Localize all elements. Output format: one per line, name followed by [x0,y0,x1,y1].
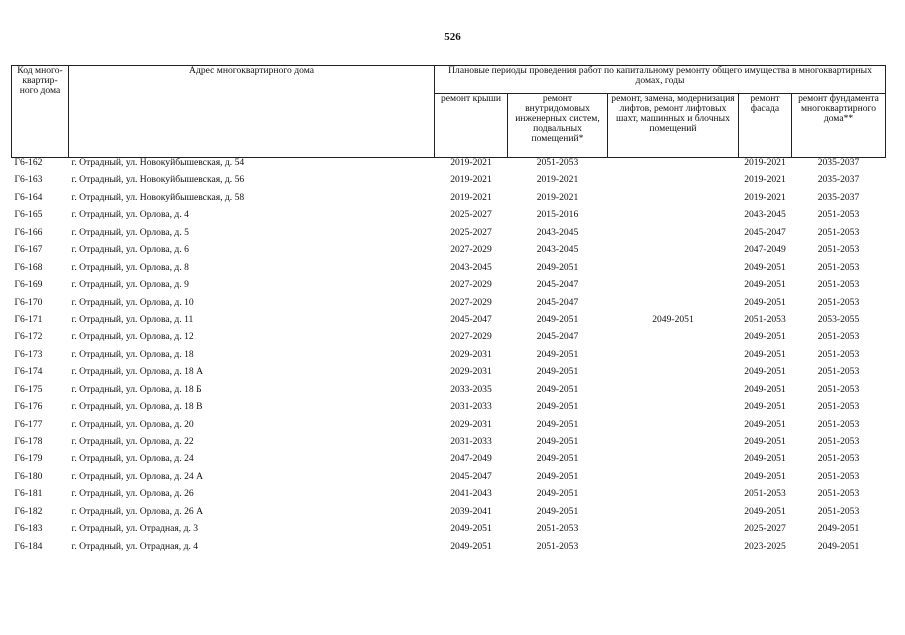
cell-roof: 2049-2051 [450,523,492,535]
cell-systems: 2049-2051 [536,348,579,360]
header-foundation: ремонт фундамента многоквартирного дома** [792,94,886,158]
cell-code: Г6-167 [14,244,43,256]
cell-systems: 2045-2047 [536,296,579,308]
cell-roof: 2031-2033 [450,436,492,447]
cell-foundation: 2051-2053 [817,209,860,221]
cell-roof: 2029-2031 [450,366,492,378]
cell-address: г. Отрадный, ул. Орлова, д. 26 [71,488,194,500]
cell-foundation: 2035-2037 [817,157,860,168]
cell-address: г. Отрадный, ул. Отрадная, д. 3 [71,523,199,535]
table-row [12,193,886,210]
cell-address: г. Отрадный, ул. Новокуйбышевская, д. 56 [71,174,245,186]
table-row [12,385,886,402]
table-row [12,472,886,489]
cell-roof: 2027-2029 [450,279,492,291]
cell-lifts [608,524,739,541]
cell-code: Г6-179 [14,453,43,465]
cell-roof: 2019-2021 [450,191,492,203]
cell-code: Г6-166 [14,226,43,238]
cell-systems: 2043-2045 [536,226,579,238]
cell-lifts [608,385,739,402]
cell-facade: 2019-2021 [744,174,786,186]
cell-address: г. Отрадный, ул. Отрадная, д. 4 [71,540,199,552]
cell-systems: 2049-2051 [536,418,579,430]
cell-systems: 2049-2051 [536,488,579,500]
cell-address: г. Отрадный, ул. Орлова, д. 10 [71,296,194,308]
cell-systems: 2019-2021 [536,174,579,186]
cell-facade: 2043-2045 [744,209,786,221]
cell-systems: 2049-2051 [536,261,579,273]
cell-foundation: 2049-2051 [817,540,860,552]
cell-facade: 2019-2021 [744,157,786,168]
cell-facade: 2049-2051 [744,261,786,273]
cell-roof: 2049-2051 [450,540,492,552]
cell-facade: 2049-2051 [744,418,786,430]
cell-roof: 2025-2027 [450,209,492,221]
cell-foundation: 2051-2053 [817,296,860,308]
table-row [12,158,886,176]
cell-systems: 2049-2051 [536,313,579,325]
cell-code: Г6-174 [14,366,43,378]
cell-roof: 2045-2047 [450,313,492,325]
cell-lifts [608,454,739,471]
cell-facade: 2049-2051 [744,348,786,360]
cell-foundation: 2035-2037 [817,191,860,203]
cell-code: Г6-181 [14,488,43,500]
table-row [12,280,886,297]
header-code: Код много-квартир-ного дома [12,66,69,158]
cell-foundation: 2049-2051 [817,523,860,535]
cell-lifts [608,507,739,524]
cell-lifts [608,280,739,297]
cell-systems: 2051-2053 [536,523,579,535]
cell-address: г. Отрадный, ул. Орлова, д. 24 А [71,470,204,482]
cell-roof: 2033-2035 [450,383,492,395]
cell-facade: 2049-2051 [744,470,786,482]
cell-foundation: 2051-2053 [817,488,860,500]
cell-facade: 2049-2051 [744,505,786,517]
cell-roof: 2047-2049 [450,453,492,465]
cell-facade: 2047-2049 [744,244,786,256]
cell-address: г. Отрадный, ул. Новокуйбышевская, д. 54 [71,157,245,168]
cell-lifts [608,542,739,559]
cell-roof: 2019-2021 [450,174,492,186]
cell-lifts [608,402,739,419]
cell-foundation: 2051-2053 [817,505,860,517]
cell-foundation: 2051-2053 [817,261,860,273]
table-row [12,175,886,192]
cell-systems: 2049-2051 [536,366,579,378]
cell-lifts [608,298,739,315]
cell-roof: 2031-2033 [450,401,492,413]
cell-roof: 2039-2041 [450,505,492,517]
cell-systems: 2049-2051 [536,453,579,465]
cell-lifts [608,193,739,210]
table-row [12,367,886,384]
cell-code: Г6-173 [14,348,43,360]
cell-lifts [608,263,739,280]
cell-lifts [608,175,739,192]
cell-facade: 2049-2051 [744,331,786,343]
cell-code: Г6-168 [14,261,43,273]
cell-roof: 2027-2029 [450,331,492,343]
cell-roof: 2025-2027 [450,226,492,238]
cell-foundation: 2051-2053 [817,226,860,238]
table-row [12,402,886,419]
cell-foundation: 2051-2053 [817,401,860,413]
cell-facade: 2051-2053 [744,313,786,325]
cell-systems: 2043-2045 [536,244,579,256]
cell-foundation: 2051-2053 [817,244,860,256]
cell-code: Г6-164 [14,191,43,203]
table-row [12,245,886,262]
cell-code: Г6-175 [14,383,43,395]
table-row [12,350,886,367]
table-row [12,524,886,541]
cell-foundation: 2051-2053 [817,436,860,447]
cell-roof: 2027-2029 [450,296,492,308]
cell-facade: 2049-2051 [744,383,786,395]
cell-address: г. Отрадный, ул. Орлова, д. 18 В [71,401,203,413]
cell-foundation: 2051-2053 [817,331,860,343]
table-row [12,315,886,332]
cell-foundation: 2053-2055 [817,313,860,325]
cell-code: Г6-184 [14,540,43,552]
table-row [12,332,886,349]
cell-lifts [608,158,739,176]
cell-lifts [608,210,739,227]
cell-lifts [608,245,739,262]
cell-code: Г6-171 [14,313,43,325]
cell-facade: 2045-2047 [744,226,786,238]
cell-lifts [608,489,739,506]
cell-code: Г6-165 [14,209,43,221]
cell-address: г. Отрадный, ул. Орлова, д. 9 [71,279,189,291]
cell-address: г. Отрадный, ул. Орлова, д. 18 Б [71,383,202,395]
cell-systems: 2051-2053 [536,157,579,168]
cell-code: Г6-169 [14,279,43,291]
cell-facade: 2019-2021 [744,191,786,203]
cell-systems: 2049-2051 [536,401,579,413]
table-row [12,298,886,315]
cell-address: г. Отрадный, ул. Новокуйбышевская, д. 58 [71,191,245,203]
header-facade: ремонт фасада [739,94,792,158]
cell-foundation: 2051-2053 [817,366,860,378]
cell-facade: 2051-2053 [744,488,786,500]
cell-address: г. Отрадный, ул. Орлова, д. 4 [71,209,189,221]
cell-foundation: 2051-2053 [817,279,860,291]
page-number: 526 [444,31,461,43]
cell-address: г. Отрадный, ул. Орлова, д. 20 [71,418,194,430]
table-row [12,454,886,471]
cell-roof: 2045-2047 [450,470,492,482]
cell-roof: 2043-2045 [450,261,492,273]
table-row [12,420,886,437]
cell-systems: 2015-2016 [536,209,579,221]
cell-facade: 2025-2027 [744,523,786,535]
cell-facade: 2049-2051 [744,401,786,413]
table-row [12,228,886,245]
cell-foundation: 2051-2053 [817,470,860,482]
cell-foundation: 2051-2053 [817,383,860,395]
cell-code: Г6-172 [14,331,43,343]
cell-address: г. Отрадный, ул. Орлова, д. 8 [71,261,189,273]
cell-systems: 2051-2053 [536,540,579,552]
header-periods-group: Плановые периоды проведения работ по капитальному ремонту общего имущества в многоквартирных домах, годы [435,66,886,94]
cell-address: г. Отрадный, ул. Орлова, д. 12 [71,331,194,343]
cell-systems: 2049-2051 [536,383,579,395]
cell-foundation: 2051-2053 [817,418,860,430]
cell-roof: 2019-2021 [450,157,492,168]
cell-code: Г6-183 [14,523,43,535]
cell-lifts [608,420,739,437]
cell-facade: 2049-2051 [744,436,786,447]
cell-address: г. Отрадный, ул. Орлова, д. 11 [71,313,194,325]
header-address: Адрес многоквартирного дома [69,66,435,158]
cell-lifts [608,228,739,245]
table-row [12,210,886,227]
cell-systems: 2045-2047 [536,279,579,291]
cell-foundation: 2051-2053 [817,348,860,360]
cell-lifts [608,332,739,349]
table-row [12,489,886,506]
cell-facade: 2049-2051 [744,366,786,378]
cell-lifts: 2049-2051 [652,313,694,325]
cell-roof: 2027-2029 [450,244,492,256]
table-row [12,542,886,559]
cell-roof: 2029-2031 [450,348,492,360]
cell-address: г. Отрадный, ул. Орлова, д. 24 [71,453,194,465]
cell-address: г. Отрадный, ул. Орлова, д. 26 А [71,505,204,517]
cell-systems: 2019-2021 [536,191,579,203]
cell-code: Г6-177 [14,418,43,430]
cell-facade: 2023-2025 [744,540,786,552]
cell-code: Г6-162 [14,157,43,168]
cell-code: Г6-182 [14,505,43,517]
cell-lifts [608,367,739,384]
cell-address: г. Отрадный, ул. Орлова, д. 18 А [71,366,204,378]
cell-code: Г6-180 [14,470,43,482]
cell-facade: 2049-2051 [744,279,786,291]
cell-roof: 2029-2031 [450,418,492,430]
cell-code: Г6-163 [14,174,43,186]
table-row [12,507,886,524]
table-row [12,437,886,454]
capital-repair-table [11,65,886,559]
cell-facade: 2049-2051 [744,453,786,465]
cell-address: г. Отрадный, ул. Орлова, д. 18 [71,348,194,360]
cell-systems: 2045-2047 [536,331,579,343]
header-systems: ремонт внутридомовых инженерных систем, подвальных помещений* [508,94,608,158]
cell-facade: 2049-2051 [744,296,786,308]
cell-lifts [608,472,739,489]
cell-foundation: 2051-2053 [817,453,860,465]
cell-code: Г6-170 [14,296,43,308]
cell-address: г. Отрадный, ул. Орлова, д. 6 [71,244,189,256]
cell-lifts [608,437,739,454]
cell-systems: 2049-2051 [536,505,579,517]
cell-address: г. Отрадный, ул. Орлова, д. 22 [71,436,194,447]
cell-address: г. Отрадный, ул. Орлова, д. 5 [71,226,189,238]
cell-systems: 2049-2051 [536,436,579,447]
cell-code: Г6-176 [14,401,43,413]
cell-lifts [608,350,739,367]
header-lifts: ремонт, замена, модернизация лифтов, ремонт лифтовых шахт, машинных и блочных помещений [608,94,739,158]
cell-foundation: 2035-2037 [817,174,860,186]
cell-code: Г6-178 [14,436,43,447]
cell-systems: 2049-2051 [536,470,579,482]
header-roof: ремонт крыши [435,94,508,158]
table-row [12,263,886,280]
cell-roof: 2041-2043 [450,488,492,500]
